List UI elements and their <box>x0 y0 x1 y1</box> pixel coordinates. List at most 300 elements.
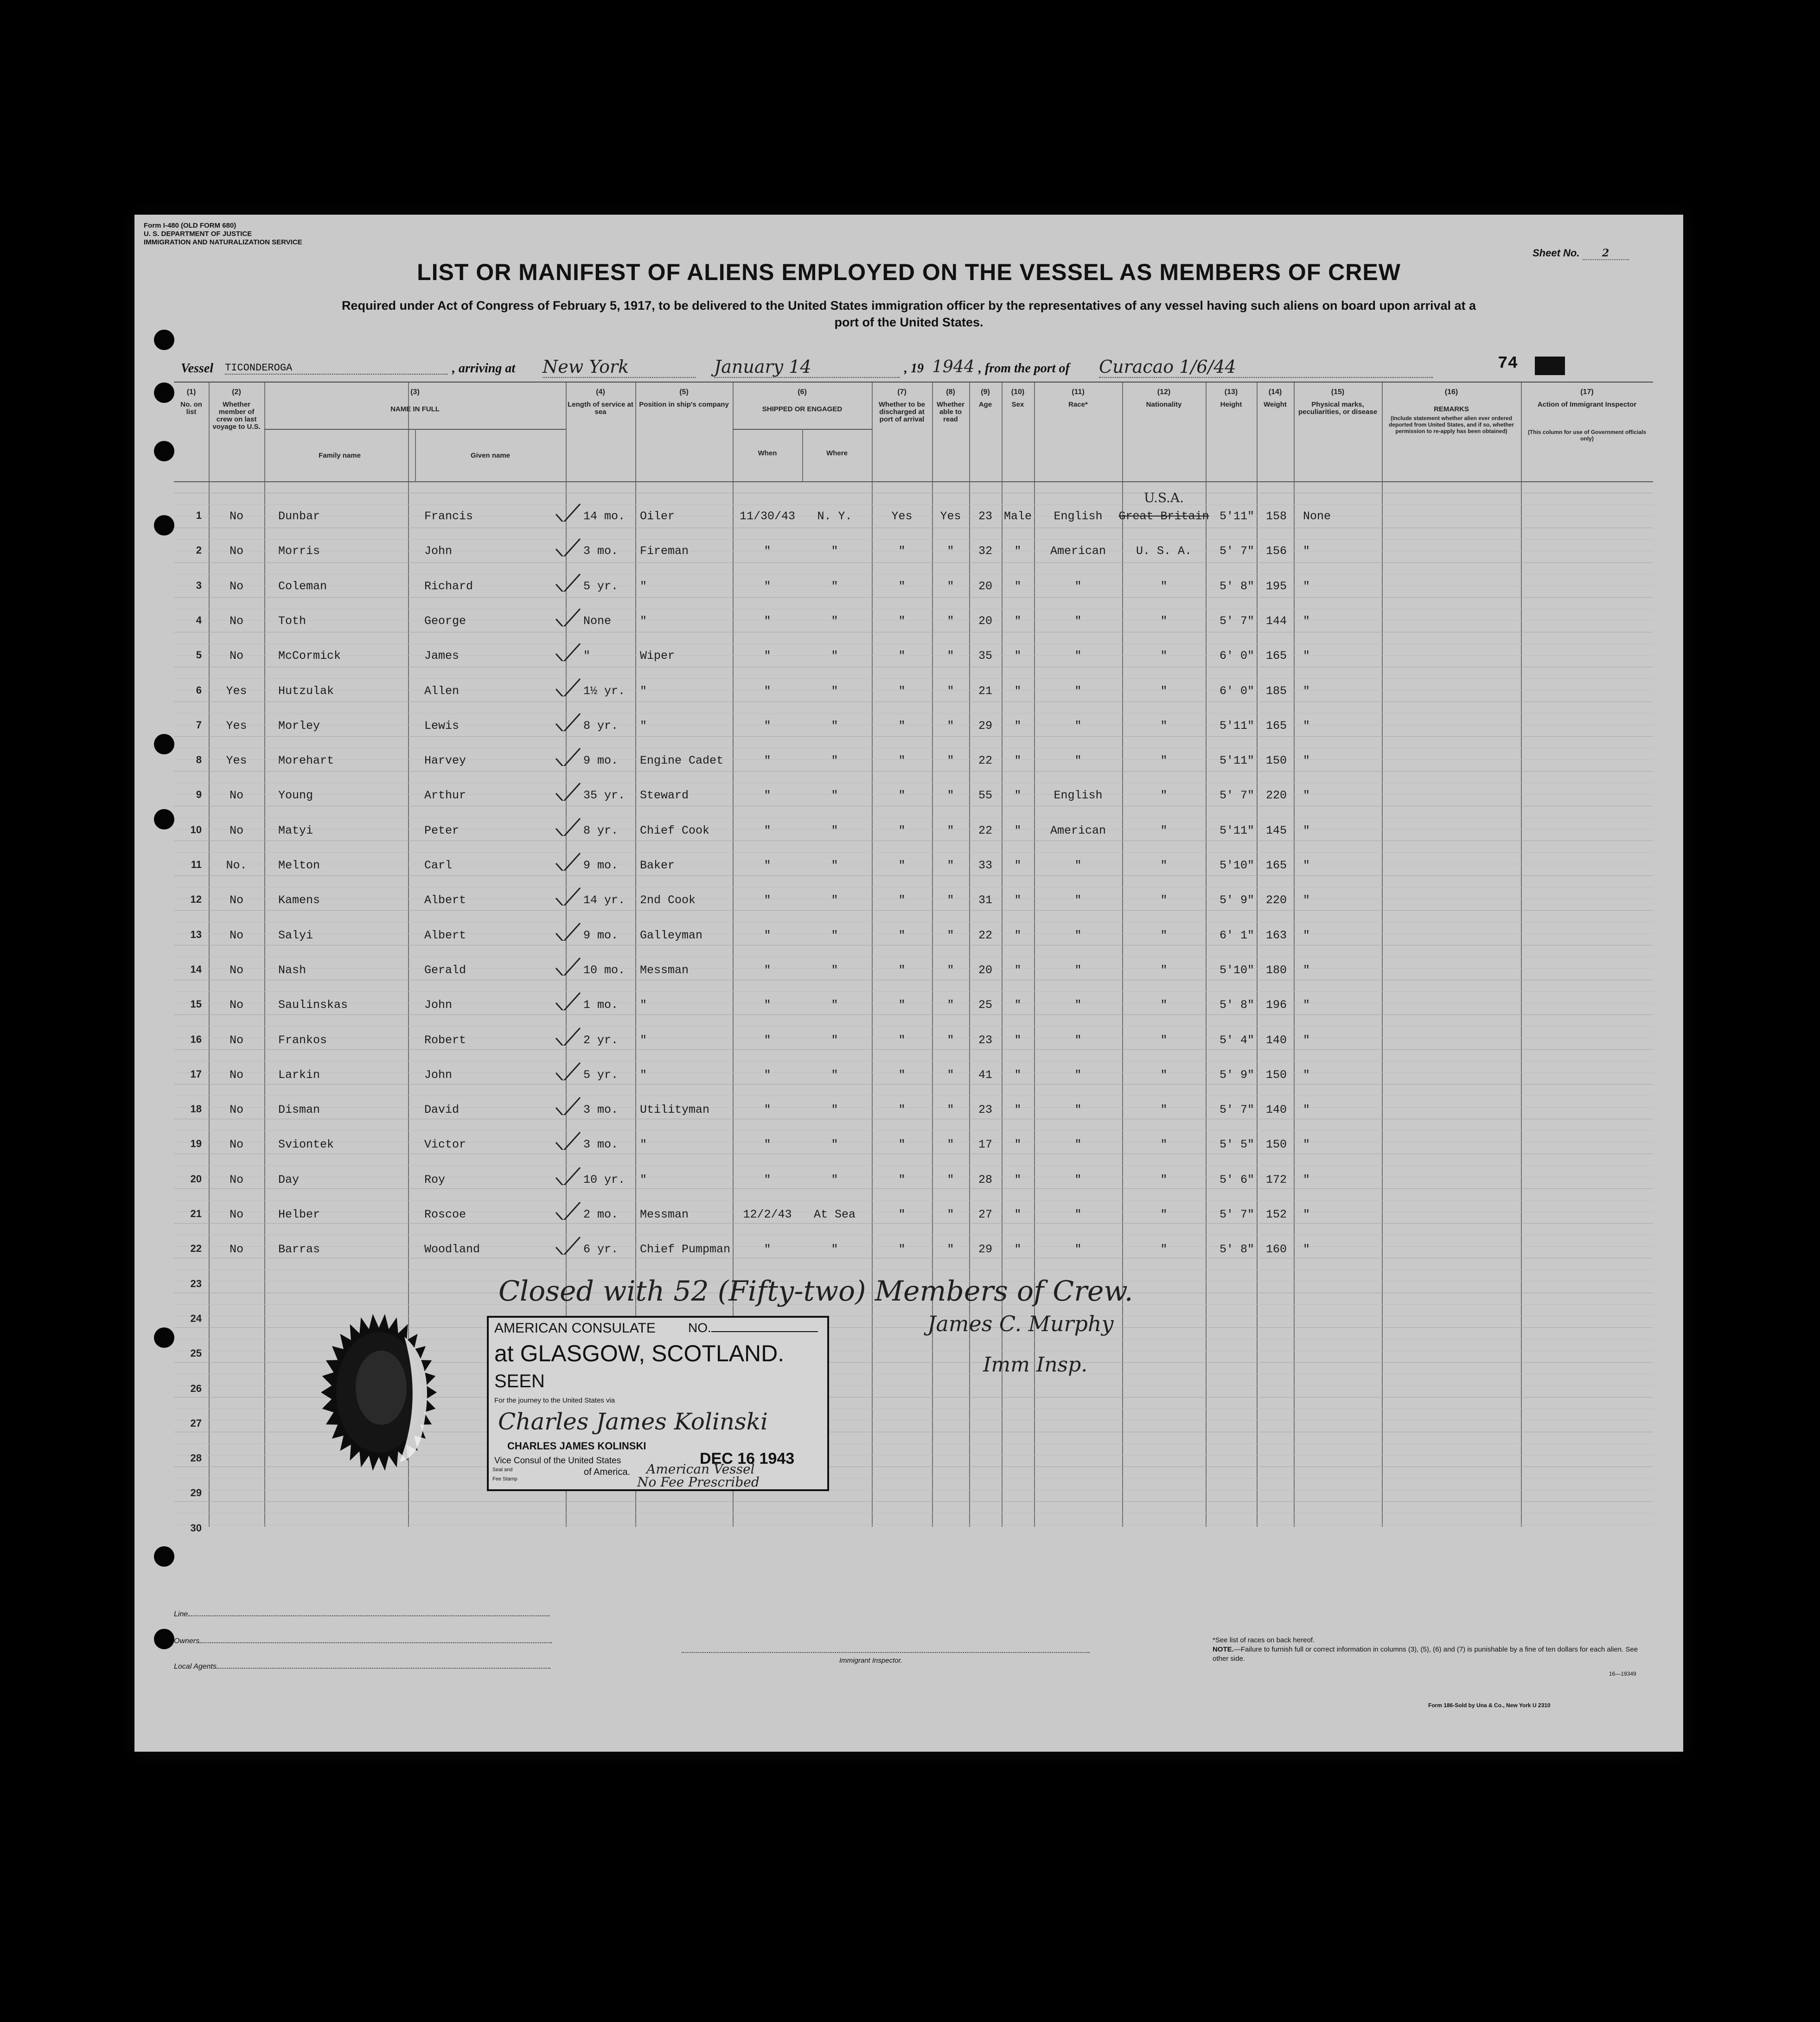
cell-service: 1 mo. <box>583 998 619 1012</box>
checkmark-icon <box>554 503 581 522</box>
column-rule <box>802 429 803 481</box>
cell-weight: 172 <box>1266 1173 1287 1186</box>
cell-height: 5'10" <box>1220 859 1255 872</box>
cell-marks: None <box>1303 510 1331 523</box>
cell-when: " <box>764 789 771 803</box>
cell-marks: " <box>1303 1138 1310 1152</box>
cell-discharged: " <box>898 684 906 698</box>
cell-when: " <box>764 614 771 628</box>
cell-when: " <box>764 684 771 698</box>
row-number: 29 <box>190 1487 202 1499</box>
grid-line <box>174 1014 1653 1015</box>
cell-position: Oiler <box>640 510 675 523</box>
cell-service: 9 mo. <box>583 859 619 872</box>
column-number: (8) <box>946 388 955 396</box>
grid-line <box>174 1524 1653 1525</box>
checkmark-icon <box>554 643 581 661</box>
column-number: (7) <box>897 388 907 396</box>
cell-sex: " <box>1014 823 1022 837</box>
column-header: Whether member of crew on last voyage to U.S. <box>212 401 261 431</box>
cell-height: 5' 9" <box>1220 893 1255 907</box>
cell-weight: 140 <box>1266 1103 1287 1117</box>
column-number: (5) <box>679 388 689 396</box>
subheader-given: Given name <box>470 452 511 459</box>
cell-last: No <box>229 1173 243 1186</box>
cell-service: " <box>583 649 591 663</box>
cell-sex: " <box>1014 544 1022 558</box>
cell-height: 5' 7" <box>1220 1208 1255 1221</box>
cell-marks: " <box>1303 998 1310 1012</box>
cell-service: 6 yr. <box>583 1243 619 1257</box>
cell-height: 5' 7" <box>1220 544 1255 558</box>
header-rule <box>174 481 1653 482</box>
cell-sex: " <box>1014 684 1022 698</box>
column-number: (13) <box>1224 388 1238 396</box>
stamp-number: 74 <box>1498 354 1518 373</box>
cell-read: " <box>947 789 954 803</box>
cell-age: 41 <box>978 1068 992 1082</box>
cell-race: " <box>1074 1208 1082 1221</box>
cell-weight: 156 <box>1266 544 1287 558</box>
column-rule <box>1382 383 1383 1527</box>
cell-family: McCormick <box>278 649 341 663</box>
cell-age: 35 <box>978 649 992 663</box>
row-number: 9 <box>196 789 202 801</box>
stamp-no: NO. <box>688 1320 818 1335</box>
column-number: (17) <box>1580 388 1594 396</box>
cell-marks: " <box>1303 614 1310 628</box>
cell-discharged: " <box>898 1208 906 1221</box>
cell-weight: 140 <box>1266 1033 1287 1047</box>
cell-height: 5' 6" <box>1220 1173 1255 1186</box>
cell-position: " <box>640 579 647 593</box>
cell-last: No <box>229 544 243 558</box>
cell-sex: " <box>1014 1103 1022 1117</box>
row-number: 6 <box>196 684 202 696</box>
cell-when: " <box>764 649 771 663</box>
grid-line <box>174 539 1653 540</box>
service: IMMIGRATION AND NATURALIZATION SERVICE <box>144 238 302 246</box>
cell-position: Engine Cadet <box>640 754 724 768</box>
cell-read: " <box>947 754 954 768</box>
cell-weight: 180 <box>1266 963 1287 977</box>
column-header: Height <box>1220 401 1242 408</box>
row-number: 21 <box>190 1208 202 1219</box>
footer-owners: Owners <box>174 1637 552 1646</box>
subheader-action-note: (This column for use of Government officials only) <box>1527 429 1647 442</box>
cell-read: " <box>947 998 954 1012</box>
cell-weight: 185 <box>1266 684 1287 698</box>
cell-weight: 165 <box>1266 719 1287 733</box>
grid-line <box>174 817 1653 818</box>
cell-family: Morris <box>278 544 320 558</box>
cell-last: No <box>229 1243 243 1257</box>
cell-nationality: " <box>1160 579 1168 593</box>
cell-height: 5'11" <box>1220 754 1255 768</box>
cell-last: No <box>229 893 243 907</box>
cell-race: " <box>1074 893 1082 907</box>
cell-family: Helber <box>278 1208 320 1221</box>
cell-service: 1½ yr. <box>583 684 626 698</box>
cell-weight: 145 <box>1266 823 1287 837</box>
cell-age: 23 <box>978 1103 992 1117</box>
cell-last: No <box>229 1103 243 1117</box>
cell-given: Arthur <box>424 789 466 803</box>
cell-age: 20 <box>978 963 992 977</box>
cell-height: 5' 8" <box>1220 1243 1255 1257</box>
cell-marks: " <box>1303 684 1310 698</box>
cell-where: " <box>831 1103 838 1117</box>
subheader-where: Where <box>826 449 848 457</box>
cell-when: " <box>764 1068 771 1082</box>
cell-position: Steward <box>640 789 689 803</box>
cell-marks: " <box>1303 1173 1310 1186</box>
cell-discharged: " <box>898 1068 906 1082</box>
fee-label: Fee Stamp <box>492 1476 517 1482</box>
grid-line <box>174 1188 1653 1189</box>
cell-service: 2 mo. <box>583 1208 619 1221</box>
row-number: 23 <box>190 1277 202 1289</box>
departure-port: Curacao 1/6/44 <box>1099 357 1433 378</box>
cell-sex: " <box>1014 928 1022 942</box>
cell-weight: 163 <box>1266 928 1287 942</box>
cell-family: Barras <box>278 1243 320 1257</box>
cell-family: Day <box>278 1173 300 1186</box>
cell-position: Galleyman <box>640 928 703 942</box>
cell-weight: 196 <box>1266 998 1287 1012</box>
cell-weight: 150 <box>1266 754 1287 768</box>
cell-nationality: " <box>1160 649 1168 663</box>
cell-sex: " <box>1014 893 1022 907</box>
cell-where: " <box>831 823 838 837</box>
cell-when: " <box>764 544 771 558</box>
cell-nationality: Great Britain <box>1118 510 1209 523</box>
cell-when: " <box>764 963 771 977</box>
cell-read: " <box>947 1243 954 1257</box>
cell-last: No <box>229 928 243 942</box>
cell-read: " <box>947 963 954 977</box>
form-code: 16—19349 <box>1609 1671 1636 1677</box>
consul-title: Vice Consul of the United States <box>494 1456 621 1466</box>
cell-race: American <box>1050 544 1106 558</box>
cell-nationality: " <box>1160 1103 1168 1117</box>
cell-age: 22 <box>978 823 992 837</box>
consulate-location: at GLASGOW, SCOTLAND. <box>494 1340 785 1366</box>
cell-family: Coleman <box>278 579 327 593</box>
cell-last: No <box>229 614 243 628</box>
cell-marks: " <box>1303 1243 1310 1257</box>
cell-given: Albert <box>424 893 466 907</box>
row-number: 13 <box>190 928 202 940</box>
cell-family: Salyi <box>278 928 313 942</box>
column-number: (11) <box>1072 388 1085 396</box>
cell-nationality: " <box>1160 1243 1168 1257</box>
column-rule <box>415 429 416 481</box>
cell-given: Lewis <box>424 719 460 733</box>
cell-family: Frankos <box>278 1033 327 1047</box>
cell-nationality: " <box>1160 963 1168 977</box>
cell-service: 3 mo. <box>583 1138 619 1152</box>
cell-where: " <box>831 684 838 698</box>
cell-age: 31 <box>978 893 992 907</box>
cell-when: " <box>764 1243 771 1257</box>
inspector-label: Immigrant Inspector. <box>839 1657 903 1665</box>
cell-family: Toth <box>278 614 307 628</box>
cell-sex: " <box>1014 859 1022 872</box>
cell-last: No <box>229 579 243 593</box>
cell-last: No <box>229 1068 243 1082</box>
cell-service: 14 mo. <box>583 510 626 523</box>
row-number: 19 <box>190 1138 202 1150</box>
column-number: (3) <box>410 388 420 396</box>
cell-read: " <box>947 928 954 942</box>
consul-country: of America. <box>584 1467 631 1477</box>
column-number: (1) <box>186 388 196 396</box>
row-number: 17 <box>190 1068 202 1080</box>
cell-read: " <box>947 1068 954 1082</box>
grid-line <box>174 504 1653 505</box>
cell-where: " <box>831 754 838 768</box>
sheet-label: Sheet No. <box>1533 247 1580 259</box>
row-number: 24 <box>190 1312 202 1324</box>
column-header: Position in ship's company <box>639 401 729 408</box>
cell-race: " <box>1074 859 1082 872</box>
cell-nationality: " <box>1160 1208 1168 1221</box>
cell-race: " <box>1074 928 1082 942</box>
cell-discharged: " <box>898 1243 906 1257</box>
cell-read: Yes <box>940 510 961 523</box>
column-header: Sex <box>1011 401 1024 408</box>
cell-age: 22 <box>978 928 992 942</box>
cell-family: Melton <box>278 859 320 872</box>
cell-position: Chief Cook <box>640 823 710 837</box>
cell-position: Messman <box>640 963 689 977</box>
cell-nationality: " <box>1160 789 1168 803</box>
cell-given: James <box>424 649 460 663</box>
cell-when: " <box>764 719 771 733</box>
cell-nationality: " <box>1160 928 1168 942</box>
cell-sex: " <box>1014 719 1022 733</box>
checkmark-icon <box>554 922 581 941</box>
cell-nationality: " <box>1160 1138 1168 1152</box>
race-note: *See list of races on back hereof. <box>1213 1636 1315 1644</box>
grid-line <box>174 910 1653 911</box>
cell-position: " <box>640 719 647 733</box>
cell-position: " <box>640 1173 647 1186</box>
cell-when: " <box>764 928 771 942</box>
row-number: 4 <box>196 614 202 626</box>
cell-family: Saulinskas <box>278 998 348 1012</box>
cell-read: " <box>947 893 954 907</box>
cell-race: " <box>1074 1033 1082 1047</box>
cell-marks: " <box>1303 893 1310 907</box>
column-number: (6) <box>798 388 807 396</box>
cell-given: George <box>424 614 466 628</box>
cell-sex: " <box>1014 649 1022 663</box>
penalty-note: —Failure to furnish full or correct information in columns (3), (5), (6) and (7) is punishable by a fine of ten dollars for each alien. See other side. <box>1213 1646 1638 1663</box>
nationality-correction: U.S.A. <box>1143 490 1184 505</box>
cell-when: " <box>764 859 771 872</box>
cell-read: " <box>947 1208 954 1221</box>
closed-note: Closed with 52 (Fifty-two) Members of Crew. <box>498 1275 1133 1308</box>
cell-height: 5' 4" <box>1220 1033 1255 1047</box>
cell-discharged: " <box>898 544 906 558</box>
cell-sex: " <box>1014 754 1022 768</box>
cell-age: 25 <box>978 998 992 1012</box>
cell-age: 28 <box>978 1173 992 1186</box>
cell-sex: " <box>1014 963 1022 977</box>
cell-service: 3 mo. <box>583 1103 619 1117</box>
cell-position: " <box>640 998 647 1012</box>
cell-where: " <box>831 649 838 663</box>
cell-service: 10 mo. <box>583 963 626 977</box>
cell-read: " <box>947 859 954 872</box>
cell-marks: " <box>1303 1103 1310 1117</box>
column-header: Physical marks, peculiarities, or disease <box>1298 401 1378 416</box>
seal-label: Seal and <box>492 1467 513 1473</box>
cell-discharged: Yes <box>891 510 913 523</box>
cell-family: Disman <box>278 1103 320 1117</box>
cell-sex: " <box>1014 614 1022 628</box>
row-number: 30 <box>190 1522 202 1534</box>
cell-service: 8 yr. <box>583 719 619 733</box>
cell-height: 5' 8" <box>1220 579 1255 593</box>
cell-last: No. <box>226 859 247 872</box>
cell-given: John <box>424 998 453 1012</box>
cell-position: " <box>640 614 647 628</box>
cell-race: " <box>1074 963 1082 977</box>
cell-given: Peter <box>424 823 460 837</box>
cell-weight: 150 <box>1266 1068 1287 1082</box>
column-header: SHIPPED OR ENGAGED <box>762 405 843 413</box>
cell-sex: " <box>1014 579 1022 593</box>
checkmark-icon <box>554 1167 581 1185</box>
cell-nationality: " <box>1160 1068 1168 1082</box>
cell-weight: 158 <box>1266 510 1287 523</box>
row-number: 20 <box>190 1173 202 1185</box>
cell-marks: " <box>1303 789 1310 803</box>
grid-line <box>174 562 1653 563</box>
cell-where: " <box>831 998 838 1012</box>
cell-nationality: " <box>1160 719 1168 733</box>
cell-discharged: " <box>898 789 906 803</box>
cell-service: 5 yr. <box>583 579 619 593</box>
checkmark-icon <box>554 992 581 1010</box>
cell-where: " <box>831 1033 838 1047</box>
cell-position: " <box>640 1068 647 1082</box>
column-header: Race* <box>1068 401 1088 408</box>
cell-race: " <box>1074 649 1082 663</box>
cell-age: 23 <box>978 1033 992 1047</box>
arrival-year: 1944 <box>932 357 975 376</box>
checkmark-icon <box>554 573 581 592</box>
footer-notes: *See list of races on back hereof. NOTE.—Failure to furnish full or correct information in columns (3), (5), (6) and (7) is punishable by a fine of ten dollars for each alien. See other side. <box>1213 1636 1653 1664</box>
cell-race: " <box>1074 684 1082 698</box>
column-header: REMARKS <box>1434 405 1469 413</box>
cell-position: Messman <box>640 1208 689 1221</box>
cell-when: " <box>764 1103 771 1117</box>
cell-service: 2 yr. <box>583 1033 619 1047</box>
column-rule <box>1521 383 1522 1527</box>
column-header: Whether able to read <box>937 401 964 423</box>
cell-nationality: " <box>1160 823 1168 837</box>
row-number: 5 <box>196 649 202 661</box>
cell-given: Woodland <box>424 1243 480 1257</box>
cell-given: Harvey <box>424 754 466 768</box>
cell-when: " <box>764 1173 771 1186</box>
cell-where: " <box>831 859 838 872</box>
grid-line <box>174 1223 1653 1224</box>
cell-height: 6' 0" <box>1220 649 1255 663</box>
cell-height: 5' 7" <box>1220 1103 1255 1117</box>
cell-family: Morley <box>278 719 320 733</box>
cell-given: Francis <box>424 510 473 523</box>
cell-nationality: " <box>1160 859 1168 872</box>
cell-discharged: " <box>898 928 906 942</box>
cell-discharged: " <box>898 1103 906 1117</box>
cell-race: " <box>1074 1243 1082 1257</box>
column-number: (10) <box>1011 388 1025 396</box>
cell-discharged: " <box>898 1033 906 1047</box>
cell-read: " <box>947 1103 954 1117</box>
cell-family: Sviontek <box>278 1138 334 1152</box>
cell-height: 5' 7" <box>1220 614 1255 628</box>
cell-nationality: " <box>1160 754 1168 768</box>
cell-position: " <box>640 1033 647 1047</box>
checkmark-icon <box>554 1097 581 1115</box>
grid-line <box>174 678 1653 679</box>
cell-service: 5 yr. <box>583 1068 619 1082</box>
cell-last: No <box>229 1033 243 1047</box>
cell-position: 2nd Cook <box>640 893 696 907</box>
sheet-number: 2 <box>1583 247 1629 260</box>
cell-family: Kamens <box>278 893 320 907</box>
cell-sex: " <box>1014 998 1022 1012</box>
cell-position: Utilityman <box>640 1103 710 1117</box>
from-label: , from the port of <box>978 361 1070 376</box>
cell-position: " <box>640 684 647 698</box>
cell-marks: " <box>1303 649 1310 663</box>
grid-line <box>174 1130 1653 1131</box>
grid-line <box>174 1049 1653 1050</box>
row-number: 18 <box>190 1103 202 1115</box>
column-rule <box>1257 383 1258 1527</box>
cell-weight: 195 <box>1266 579 1287 593</box>
cell-weight: 220 <box>1266 893 1287 907</box>
cell-marks: " <box>1303 579 1310 593</box>
column-rule <box>1294 383 1295 1527</box>
cell-service: 8 yr. <box>583 823 619 837</box>
cell-given: Robert <box>424 1033 466 1047</box>
cell-height: 5'11" <box>1220 823 1255 837</box>
row-number: 16 <box>190 1033 202 1045</box>
cell-family: Dunbar <box>278 510 320 523</box>
cell-last: No <box>229 963 243 977</box>
cell-age: 22 <box>978 754 992 768</box>
checkmark-icon <box>554 852 581 871</box>
consul-name: CHARLES JAMES KOLINSKI <box>507 1440 646 1452</box>
cell-position: Wiper <box>640 649 675 663</box>
column-number: (15) <box>1331 388 1345 396</box>
column-header: Action of Immigrant Inspector <box>1537 401 1637 408</box>
cell-marks: " <box>1303 928 1310 942</box>
grid-line <box>174 852 1653 853</box>
vessel-label: Vessel <box>181 361 213 376</box>
manifest-sheet <box>134 215 1683 1752</box>
subtitle: Required under Act of Congress of February 5, 1917, to be delivered to the United States immigration officer by the representatives of any vessel having such aliens on board upon arrival at a port of the United States. <box>341 299 1476 329</box>
cell-read: " <box>947 1138 954 1152</box>
cell-position: Fireman <box>640 544 689 558</box>
